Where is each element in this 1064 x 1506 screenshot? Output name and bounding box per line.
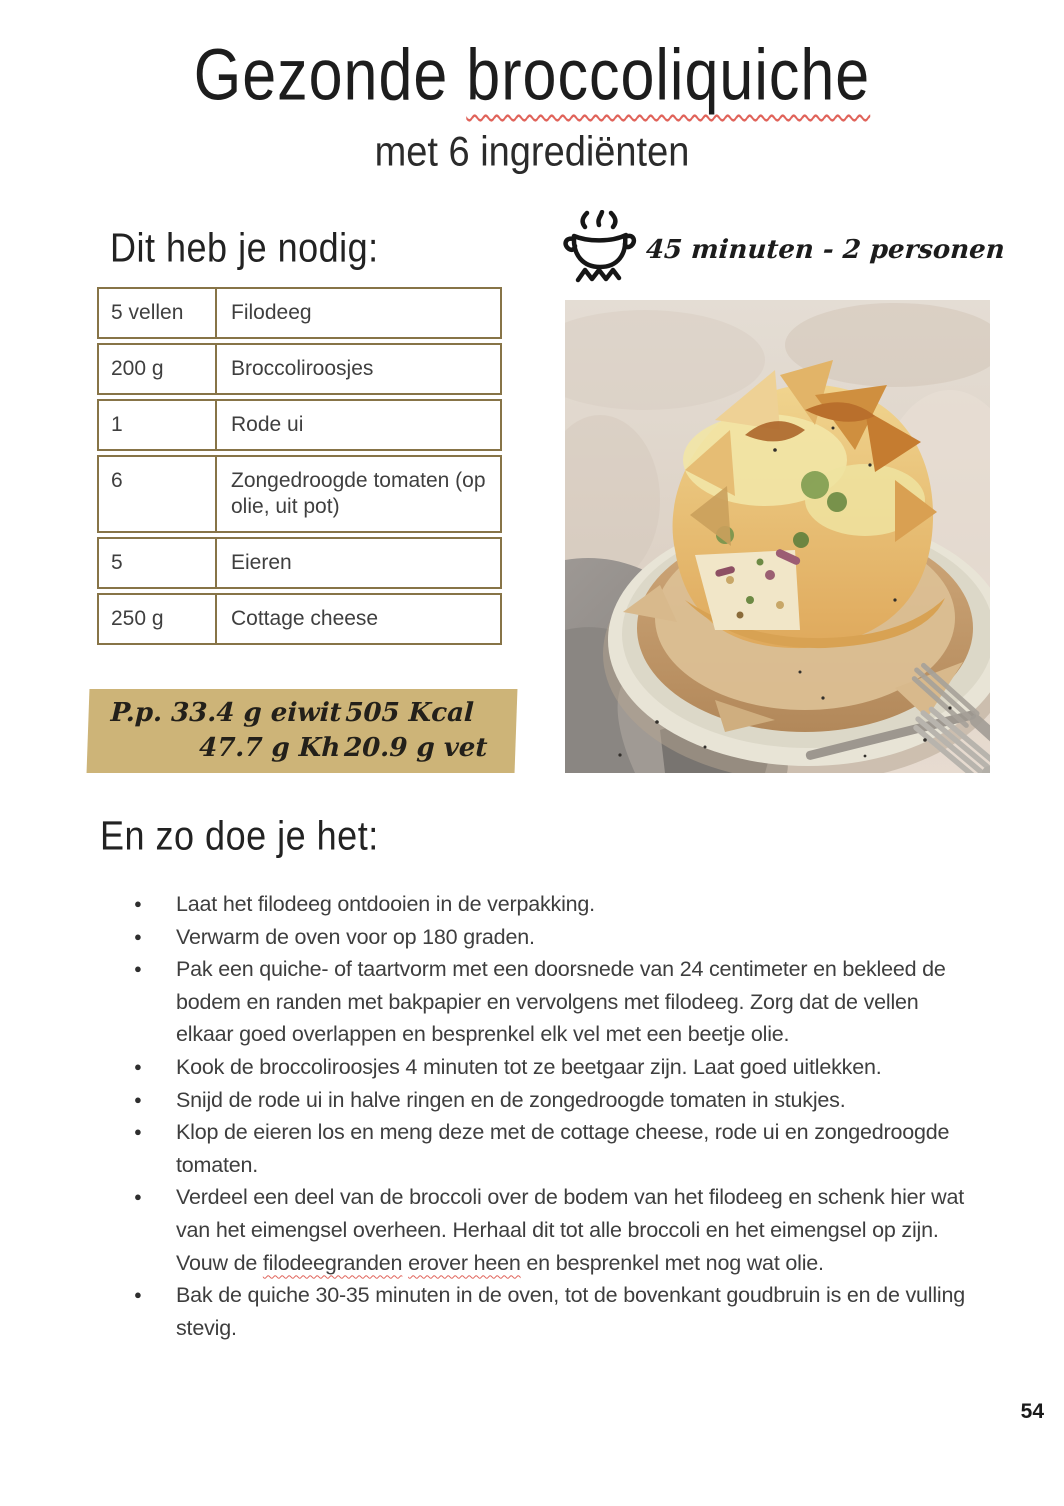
- cooking-pot-icon: [560, 210, 638, 289]
- list-item: ● Laat het filodeeg ontdooien in de verpakking.: [127, 888, 973, 921]
- qty-cell: 6: [99, 457, 217, 531]
- table-row: [97, 455, 502, 533]
- table-row: [97, 287, 502, 339]
- page-subtitle: met 6 ingrediënten: [374, 129, 690, 176]
- name-cell: Filodeeg: [231, 301, 312, 324]
- table-row: [97, 343, 502, 395]
- qty-cell: 5 vellen: [99, 289, 217, 337]
- time-persons-label: 45 minuten - 2 personen: [644, 234, 1006, 265]
- title-part2-squiggled: broccoliquiche: [466, 34, 871, 116]
- name-cell: Zongedroogde tomaten (op olie, uit pot): [231, 469, 486, 518]
- qty-cell: 250 g: [99, 595, 217, 643]
- page-number: 54: [1020, 1400, 1044, 1423]
- list-item: ● Kook de broccoliroosjes 4 minuten tot ze beetgaar zijn. Laat goed uitlekken.: [127, 1051, 973, 1084]
- list-item: ● Klop de eieren los en meng deze met de cottage cheese, rode ui en zongedroogde tomaten.: [127, 1116, 973, 1181]
- page-title: [0, 36, 1064, 115]
- nutrition-kh: 47.7 g Kh: [198, 733, 341, 763]
- table-row: [97, 593, 502, 645]
- nutrition-eiwit: P.p. 33.4 g eiwit: [110, 698, 343, 728]
- qty-cell: 200 g: [99, 345, 217, 393]
- name-cell: Rode ui: [231, 413, 304, 436]
- nutrition-box: [87, 689, 518, 773]
- name-cell: Eieren: [231, 551, 292, 574]
- qty-cell: 5: [99, 539, 217, 587]
- title-part1: Gezonde: [193, 34, 467, 116]
- recipe-photo: [565, 300, 990, 773]
- instructions-list: [127, 888, 973, 1344]
- time-persons-row: [560, 210, 1006, 289]
- list-item: ● Verwarm de oven voor op 180 graden.: [127, 921, 973, 954]
- instructions-heading: En zo doe je het:: [100, 812, 379, 859]
- nutrition-vet: 20.9 g vet: [343, 733, 488, 763]
- list-item: ● Pak een quiche- of taartvorm met een doorsnede van 24 centimeter en bekleed de bodem en randen met bakpapier en vervolgens met filodeeg. Zorg dat de vellen elkaar goed overlappen en besprenkel elk vel met een beetje olie.: [127, 953, 973, 1051]
- ingredients-table: [97, 287, 502, 649]
- table-row: [97, 537, 502, 589]
- name-cell: Broccoliroosjes: [231, 357, 374, 380]
- nutrition-kcal: 505 Kcal: [344, 698, 475, 728]
- nutrition-left: [109, 696, 342, 766]
- list-item: ● Bak de quiche 30-35 minuten in de oven, tot de bovenkant goudbruin is en de vulling stevig.: [127, 1279, 973, 1344]
- ingredients-heading: Dit heb je nodig:: [110, 224, 379, 271]
- table-row: [97, 399, 502, 451]
- nutrition-right: [343, 696, 489, 766]
- list-item: ● Verdeel een deel van de broccoli over de bodem van het filodeeg en schenk hier wat van het eimengsel overheen. Herhaal dit tot alle broccoli en het eimengsel op zijn. Vouw de filodeegranden erover heen en besprenkel met nog wat olie.: [127, 1181, 973, 1279]
- instructions-section: [127, 888, 973, 1344]
- name-cell: Cottage cheese: [231, 607, 379, 630]
- list-item: ● Snijd de rode ui in halve ringen en de zongedroogde tomaten in stukjes.: [127, 1084, 973, 1117]
- qty-cell: 1: [99, 401, 217, 449]
